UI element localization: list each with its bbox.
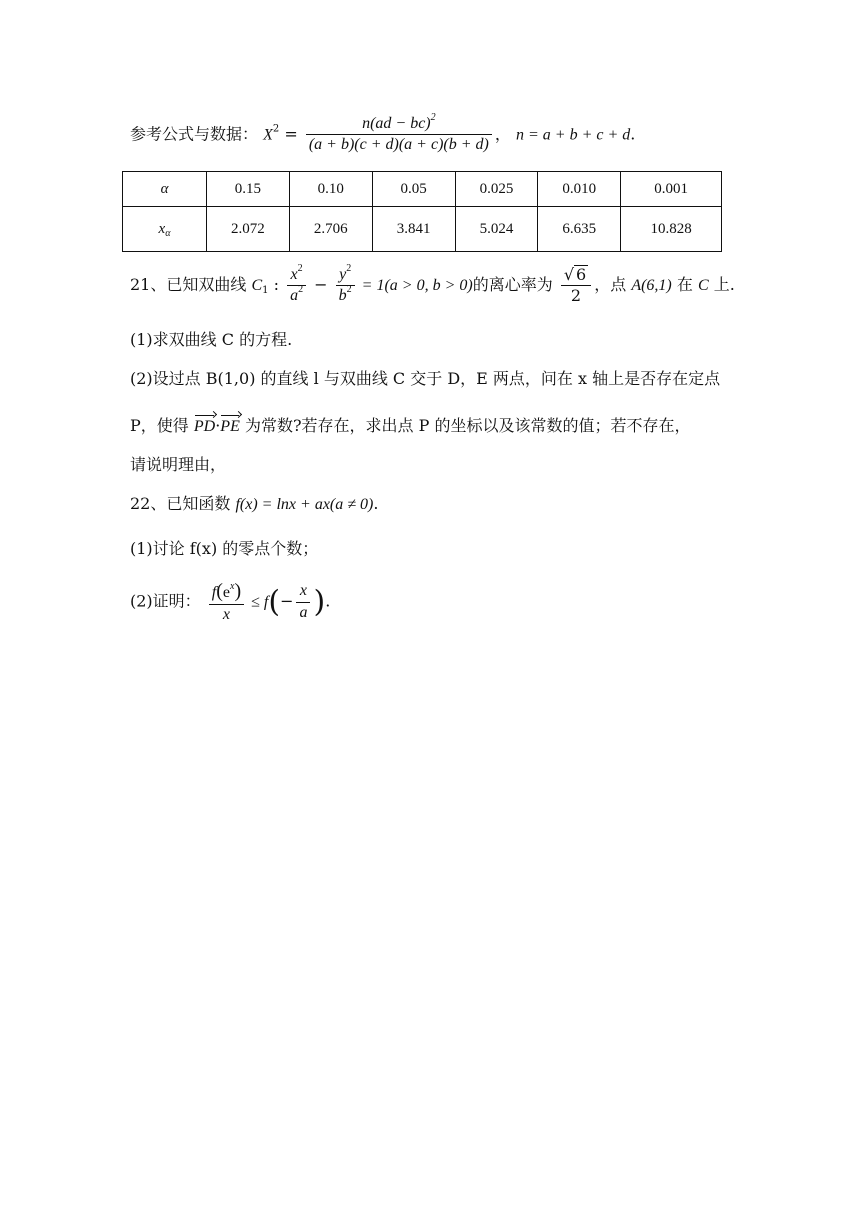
q21-tail: 上.	[713, 274, 735, 294]
table-cell: 3.841	[372, 207, 455, 252]
table-header-x	[123, 207, 207, 252]
formula-lhs: X	[263, 126, 273, 144]
q22-p2-prefix: (2)证明：	[130, 591, 201, 611]
q22-num-f: f	[211, 584, 217, 601]
q21-cond: = 1(a > 0, b > 0)	[357, 276, 473, 294]
table-cell: 0.025	[455, 172, 538, 207]
q21-eccentricity: $\frac{√ 6}{2}$	[561, 265, 591, 306]
vector-pe: PE	[220, 418, 240, 435]
q21-x-exp: 2	[297, 262, 303, 274]
q21-c1: C	[251, 276, 263, 294]
q21-intro: 21、已知双曲线	[130, 274, 247, 294]
formula-n-def: n = a + b + c + d	[515, 126, 631, 144]
q21-mid: 的离心率为	[472, 274, 553, 294]
vector-pd: PD	[193, 418, 216, 435]
table-cell: 5.024	[455, 207, 538, 252]
formula-eq: =	[279, 124, 303, 144]
q21-b: b	[338, 286, 347, 304]
q21-frac-x	[287, 262, 306, 306]
q21-part2-c: 请说明理由，	[130, 455, 227, 474]
q21-c: C	[697, 276, 709, 294]
q22-leq: ≤ f	[247, 593, 269, 611]
table-cell: 0.001	[621, 172, 722, 207]
q22-part2: (2)证明： $\frac{f(e^x)}{x}$ ≤ f(− $\frac{x}{a}$ ).	[130, 580, 331, 623]
q21-a-exp: 2	[298, 283, 304, 295]
q22-end2: .	[325, 591, 331, 611]
q21-y: y	[339, 265, 347, 283]
q21-point-text: ，点	[594, 274, 627, 294]
q21-on: 在	[676, 274, 693, 294]
table-cell: 2.706	[289, 207, 372, 252]
q21-colon: :	[268, 274, 279, 294]
formula-num-exp: 2	[430, 112, 436, 123]
q21-p2b-start: P，使得	[130, 416, 189, 435]
table-cell: 0.010	[538, 172, 621, 207]
q21-part1: (1)求双曲线 C 的方程.	[130, 330, 293, 349]
q22-neg: −	[280, 591, 294, 611]
formula-fraction	[306, 112, 492, 155]
q21-part2-b	[130, 413, 730, 436]
q22-lhs-fraction: $\frac{f(e^x)}{x}$	[209, 580, 244, 624]
formula-lhs-exp: 2	[272, 123, 280, 135]
table-cell: 6.635	[538, 207, 621, 252]
q22-line1	[130, 491, 730, 514]
x-label: x	[158, 220, 166, 237]
q22-function: f(x) = lnx + ax(a ≠ 0)	[235, 496, 374, 513]
formula-sep: ，	[494, 124, 511, 144]
formula-prefix: 参考公式与数据：	[130, 124, 259, 144]
chi-square-table	[122, 171, 722, 252]
q22-inner-fraction	[296, 582, 310, 622]
table-cell: 0.10	[289, 172, 372, 207]
x-sub: α	[165, 227, 171, 239]
q21-minus: −	[309, 274, 333, 294]
q22-inner-num: x	[296, 582, 310, 602]
q22-intro: 22、已知函数	[130, 494, 231, 513]
table-cell: 0.05	[372, 172, 455, 207]
q22-end: .	[373, 494, 379, 513]
q22-num-e: e	[222, 584, 230, 601]
table-cell: 0.15	[207, 172, 290, 207]
q22-part1: (1)讨论 f(x) 的零点个数；	[130, 539, 319, 558]
q21-part2-a: (2)设过点 B(1,0) 的直线 l 与双曲线 C 交于 D，E 两点，问在 x 轴上是否存在定点	[130, 369, 721, 388]
table-cell: 10.828	[621, 207, 722, 252]
dot-operator: ·	[215, 416, 221, 435]
q21-sqrt-arg: 6	[576, 265, 587, 284]
q21-x: x	[290, 265, 298, 283]
q21-c1-sub: 1	[262, 284, 269, 296]
q22-num-e-exp: x	[230, 581, 235, 592]
q21-point: A(6,1)	[631, 276, 672, 294]
q21-p2b-end: 为常数?若存在，求出点 P 的坐标以及该常数的值；若不存在，	[244, 416, 691, 435]
q21-frac-y	[336, 262, 355, 306]
q21-line1	[130, 262, 735, 306]
formula-numerator: n(ad − bc)	[362, 115, 431, 132]
table-cell: 2.072	[207, 207, 290, 252]
table-header-alpha: α	[123, 172, 207, 207]
q21-ecc-den: 2	[570, 286, 582, 306]
table-row-x	[123, 207, 722, 252]
q22-lhs-den: x	[222, 606, 230, 623]
q21-b-exp: 2	[346, 283, 352, 295]
q21-a: a	[290, 286, 299, 304]
formula-denominator: (a + b)(c + d)(a + c)(b + d)	[308, 136, 489, 154]
q22-inner-den: a	[299, 603, 308, 621]
formula-line	[130, 112, 730, 155]
table-row-alpha	[123, 172, 722, 207]
q21-y-exp: 2	[346, 262, 352, 274]
formula-end: .	[630, 124, 636, 144]
